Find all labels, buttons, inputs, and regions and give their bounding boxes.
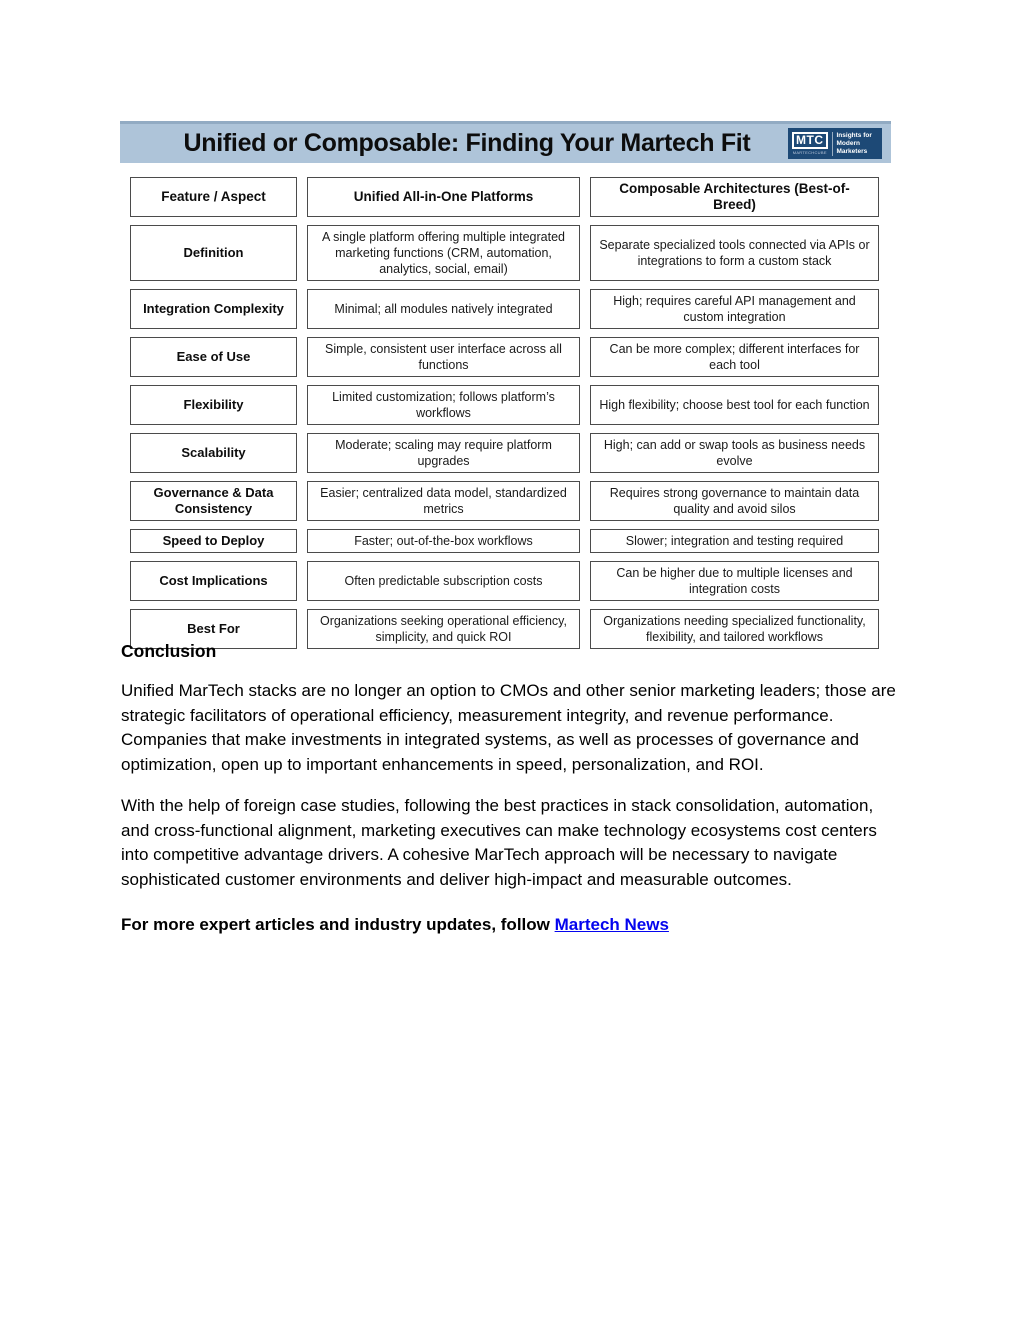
column-header-composable: Composable Architectures (Best-of-Breed) xyxy=(590,177,879,217)
row-flexibility-unified: Limited customization; follows platform’s workflows xyxy=(307,385,580,425)
row-ease-of-use-composable: Can be more complex; different interfaces for each tool xyxy=(590,337,879,377)
row-cost-implications-feature: Cost Implications xyxy=(130,561,297,601)
martech-news-link[interactable]: Martech News xyxy=(554,915,669,934)
row-governance-feature: Governance & Data Consistency xyxy=(130,481,297,521)
mtc-tagline-line2: Modern Marketers xyxy=(836,139,868,155)
conclusion-heading: Conclusion xyxy=(121,641,217,661)
conclusion-paragraph-1: Unified MarTech stacks are no longer an option to CMOs and other senior marketing leaders; those are strategic facilitators of operational efficiency, measurement integrity, and revenue performance. Companies that make investments in integrated systems, as well as processes of governance and optimization, open up to important enhancements in speed, personalization, and ROI. xyxy=(121,681,896,774)
mtc-logo-subtext: MARTECHCUBE xyxy=(792,150,827,155)
row-integration-complexity-unified: Minimal; all modules natively integrated xyxy=(307,289,580,329)
row-speed-to-deploy-unified: Faster; out-of-the-box workflows xyxy=(307,529,580,553)
row-definition-composable: Separate specialized tools connected via APIs or integrations to form a custom stack xyxy=(590,225,879,281)
row-cost-implications-composable: Can be higher due to multiple licenses and integration costs xyxy=(590,561,879,601)
row-cost-implications-unified: Often predictable subscription costs xyxy=(307,561,580,601)
row-scalability-composable: High; can add or swap tools as business needs evolve xyxy=(590,433,879,473)
row-flexibility-composable: High flexibility; choose best tool for each function xyxy=(590,385,879,425)
mtc-logo xyxy=(788,128,882,159)
mtc-logo-text: MTC xyxy=(792,132,828,149)
row-speed-to-deploy-composable: Slower; integration and testing required xyxy=(590,529,879,553)
row-speed-to-deploy-feature: Speed to Deploy xyxy=(130,529,297,553)
page-title: Unified or Composable: Finding Your Martech Fit xyxy=(183,129,751,157)
follow-line xyxy=(121,913,905,937)
mtc-tagline-line1: Insights for xyxy=(836,131,872,139)
header-banner xyxy=(120,121,891,163)
row-definition-feature: Definition xyxy=(130,225,297,281)
row-flexibility-feature: Flexibility xyxy=(130,385,297,425)
row-ease-of-use-feature: Ease of Use xyxy=(130,337,297,377)
row-scalability-unified: Moderate; scaling may require platform upgrades xyxy=(307,433,580,473)
comparison-table xyxy=(130,177,879,649)
column-header-feature: Feature / Aspect xyxy=(130,177,297,217)
column-header-unified: Unified All-in-One Platforms xyxy=(307,177,580,217)
row-best-for-composable: Organizations needing specialized functionality, flexibility, and tailored workflows xyxy=(590,609,879,649)
row-ease-of-use-unified: Simple, consistent user interface across all functions xyxy=(307,337,580,377)
mtc-logo-mark xyxy=(792,132,828,155)
conclusion-paragraph-2: With the help of foreign case studies, following the best practices in stack consolidation, automation, and cross-functional alignment, marketing executives can make technology ecosystems cost centers into competitive advantage drivers. A cohesive MarTech approach will be necessary to navigate sophisticated customer environments and deliver high-impact and measurable outcomes. xyxy=(121,796,877,889)
row-scalability-feature: Scalability xyxy=(130,433,297,473)
row-governance-unified: Easier; centralized data model, standardized metrics xyxy=(307,481,580,521)
row-definition-unified: A single platform offering multiple integrated marketing functions (CRM, automation, analytics, social, email) xyxy=(307,225,580,281)
row-governance-composable: Requires strong governance to maintain data quality and avoid silos xyxy=(590,481,879,521)
follow-line-text: For more expert articles and industry updates, follow xyxy=(121,915,555,934)
row-best-for-feature: Best For xyxy=(130,609,297,649)
row-integration-complexity-feature: Integration Complexity xyxy=(130,289,297,329)
mtc-logo-tagline xyxy=(832,132,879,156)
conclusion-section xyxy=(121,641,905,937)
row-integration-complexity-composable: High; requires careful API management and custom integration xyxy=(590,289,879,329)
row-best-for-unified: Organizations seeking operational efficiency, simplicity, and quick ROI xyxy=(307,609,580,649)
